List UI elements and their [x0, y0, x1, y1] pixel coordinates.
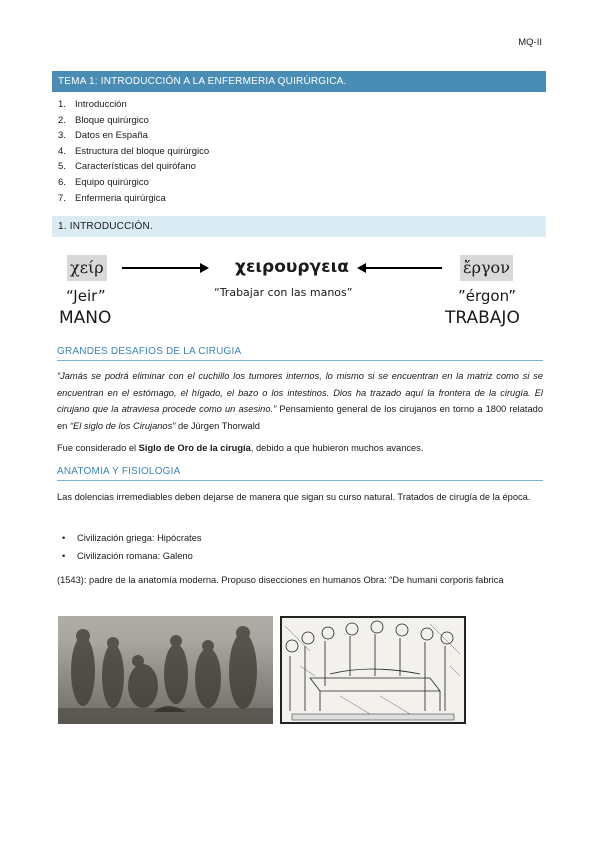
translit-left: “Jeir”	[66, 287, 106, 305]
toc-item: 5. Características del quirófano	[58, 161, 196, 173]
greek-word-right: ἔργον	[460, 255, 513, 281]
challenges-heading: GRANDES DESAFIOS DE LA CIRUGIA	[57, 346, 543, 361]
anatomy-intro: Las dolencias irremediables deben dejarse de manera que sigan su curso natural. Tratados de cirugía de la época.	[57, 492, 531, 502]
quote-text: “Jamás se podrá eliminar con el cuchillo los tumores internos, lo mismo si se encuentran en la matriz como si se encuentran en el estómago, el hígado, el bazo o los intestinos. Dios ha trazado aquí la frontera de la cirugía. El cirujano que la atraviesa procede como un asesino.”	[57, 371, 543, 414]
translation-center: “Trabajar con las manos”	[214, 286, 353, 299]
challenges-quote-paragraph	[57, 368, 543, 434]
vesalius-paragraph: (1543): padre de la anatomía moderna. Propuso disecciones en humanos Obra: “De humani corporis fabrica	[57, 575, 504, 585]
quote-source-book: “El siglo de los Cirujanos”	[69, 420, 176, 431]
hippocrates-engraving-image	[58, 616, 273, 724]
anatomy-heading: ANATOMIA Y FISIOLOGIA	[57, 466, 543, 481]
translit-right: ”érgon”	[458, 287, 517, 305]
toc-item: 2. Bloque quirúrgico	[58, 114, 149, 126]
civilizations-list	[77, 530, 202, 565]
toc-item: 6. Equipo quirúrgico	[58, 176, 149, 188]
toc-item: 4. Estructura del bloque quirúrgico	[58, 145, 210, 157]
golden-age-bold: Siglo de Oro de la cirugía	[138, 443, 251, 453]
arrow-right-icon	[122, 267, 207, 269]
list-item: • Civilización griega: Hipócrates	[77, 530, 202, 548]
list-item: • Civilización romana: Galeno	[77, 548, 202, 566]
section-introduccion-banner: 1. INTRODUCCIÓN.	[52, 216, 546, 237]
toc-item: 1. Introducción	[58, 99, 127, 110]
table-of-contents	[58, 97, 209, 206]
quote-source-prefix: Pensamiento general de los cirujanos en torno a 1800 relatado en	[57, 404, 543, 431]
arrow-left-icon	[359, 267, 442, 269]
meaning-left: MANO	[59, 308, 112, 328]
toc-item: 7. Enfermeria quirúrgica	[58, 192, 166, 204]
golden-age-paragraph: Fue considerado el Siglo de Oro de la cirugía, debido a que hubieron muchos avances.	[57, 443, 424, 453]
greek-word-left: χείρ	[67, 255, 107, 281]
quote-source-suffix: de Jürgen Thorwald	[175, 420, 260, 431]
dissection-woodcut-image	[280, 616, 466, 724]
page-id: MQ-II	[518, 37, 542, 48]
toc-item: 3. Datos en España	[58, 130, 148, 142]
greek-word-center: χειρουργεια	[235, 257, 349, 277]
topic-title-banner: TEMA 1: INTRODUCCIÓN A LA ENFERMERIA QUIRÚRGICA.	[52, 71, 546, 92]
etymology-diagram	[52, 252, 546, 332]
meaning-right: TRABAJO	[445, 308, 520, 328]
